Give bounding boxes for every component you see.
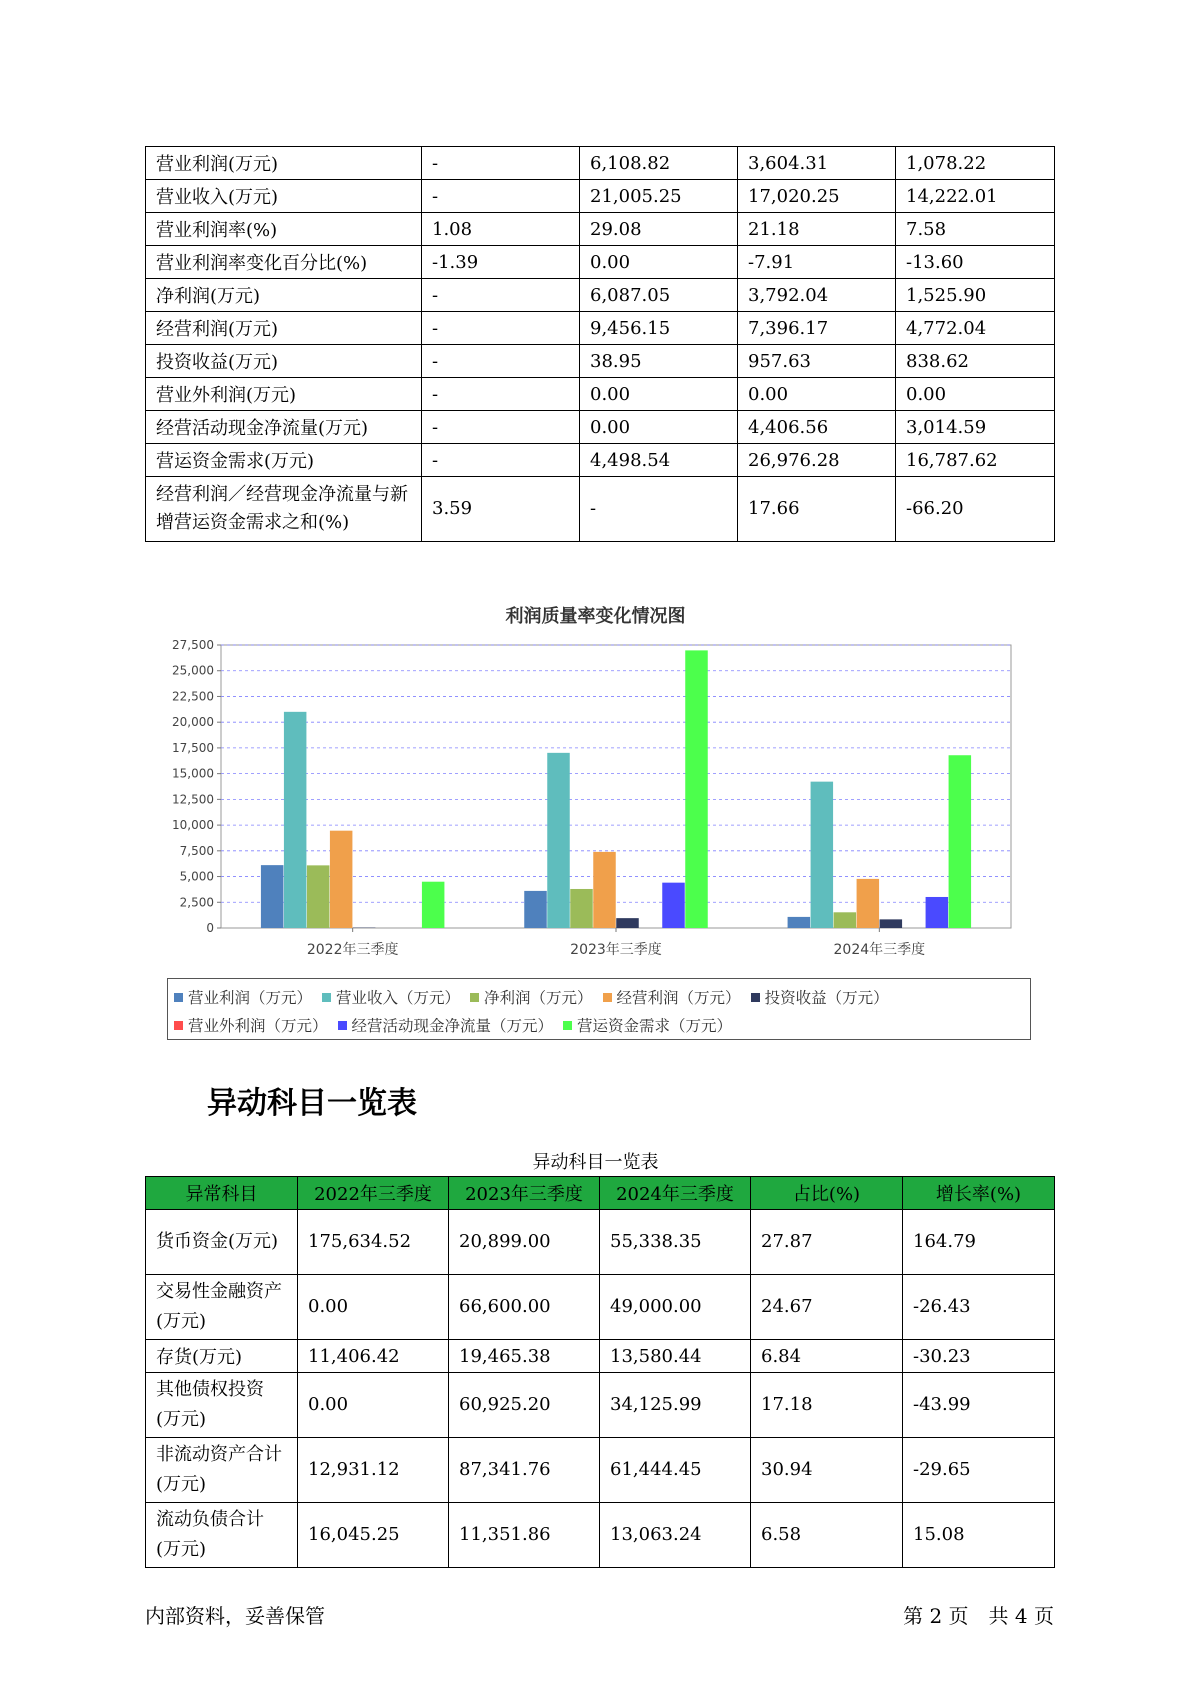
legend-label: 投资收益（万元） xyxy=(764,989,889,1007)
y-tick-label: 7,500 xyxy=(179,843,214,858)
table-cell: 6,108.82 xyxy=(580,147,738,180)
row-label: 交易性金融资产(万元) xyxy=(146,1275,298,1340)
table-cell: 4,498.54 xyxy=(580,444,738,477)
legend-swatch xyxy=(174,1021,183,1030)
column-header: 增长率(%) xyxy=(903,1177,1055,1210)
table-cell: - xyxy=(422,444,580,477)
table-cell: 55,338.35 xyxy=(600,1210,751,1275)
row-label: 投资收益(万元) xyxy=(146,345,422,378)
y-tick-label: 22,500 xyxy=(172,689,214,704)
legend-swatch xyxy=(563,1021,572,1030)
legend-label: 净利润（万元） xyxy=(484,989,593,1007)
table-cell: 24.67 xyxy=(751,1275,903,1340)
y-tick-label: 17,500 xyxy=(172,740,214,755)
table-cell: 21.18 xyxy=(738,213,896,246)
bar-7-3 xyxy=(926,897,949,928)
row-label: 非流动资产合计(万元) xyxy=(146,1438,298,1503)
table-cell: 0.00 xyxy=(580,378,738,411)
legend-label: 营业收入（万元） xyxy=(336,989,461,1007)
bar-2-2 xyxy=(547,753,570,928)
table-cell: -30.23 xyxy=(903,1340,1055,1373)
table-cell: 838.62 xyxy=(896,345,1055,378)
y-tick-label: 0 xyxy=(206,921,214,935)
table-cell: 66,600.00 xyxy=(449,1275,600,1340)
table-cell: 14,222.01 xyxy=(896,180,1055,213)
table-cell: 11,406.42 xyxy=(298,1340,449,1373)
legend-label: 经营利润（万元） xyxy=(616,989,741,1007)
legend-item xyxy=(563,1012,732,1040)
legend-swatch xyxy=(174,993,183,1002)
table-cell: 34,125.99 xyxy=(600,1373,751,1438)
table-cell: - xyxy=(422,312,580,345)
row-label: 经营活动现金净流量(万元) xyxy=(146,411,422,444)
column-header: 异常科目 xyxy=(146,1177,298,1210)
legend-swatch xyxy=(322,993,331,1002)
x-tick-label: 2024年三季度 xyxy=(833,942,926,958)
table-cell: 30.94 xyxy=(751,1438,903,1503)
table-cell: 0.00 xyxy=(580,411,738,444)
table-cell: 26,976.28 xyxy=(738,444,896,477)
table-cell: 3,604.31 xyxy=(738,147,896,180)
table-cell: -1.39 xyxy=(422,246,580,279)
table-cell: 29.08 xyxy=(580,213,738,246)
bar-3-3 xyxy=(834,912,857,928)
table-cell: 6.84 xyxy=(751,1340,903,1373)
table-cell: -13.60 xyxy=(896,246,1055,279)
table-cell: - xyxy=(580,477,738,542)
y-tick-label: 12,500 xyxy=(172,792,214,807)
column-header: 占比(%) xyxy=(751,1177,903,1210)
legend-label: 营业外利润（万元） xyxy=(188,1017,328,1035)
table-cell: 1,078.22 xyxy=(896,147,1055,180)
legend-item xyxy=(322,984,460,1012)
row-label: 营业外利润(万元) xyxy=(146,378,422,411)
table-cell: 1.08 xyxy=(422,213,580,246)
column-header: 2022年三季度 xyxy=(298,1177,449,1210)
table-cell: 12,931.12 xyxy=(298,1438,449,1503)
bar-7-2 xyxy=(662,883,685,928)
table-cell: 0.00 xyxy=(896,378,1055,411)
chart-title: 利润质量率变化情况图 xyxy=(505,606,686,627)
y-tick-label: 25,000 xyxy=(172,663,214,678)
table-cell: 0.00 xyxy=(298,1373,449,1438)
table-row xyxy=(146,1275,1055,1340)
table-cell: 9,456.15 xyxy=(580,312,738,345)
x-tick-label: 2023年三季度 xyxy=(570,942,662,958)
legend-item xyxy=(174,1012,328,1040)
table-cell: 164.79 xyxy=(903,1210,1055,1275)
table-cell: 3,792.04 xyxy=(738,279,896,312)
row-label: 流动负债合计(万元) xyxy=(146,1503,298,1568)
table-cell: 49,000.00 xyxy=(600,1275,751,1340)
table-cell: 0.00 xyxy=(738,378,896,411)
legend-label: 营业利润（万元） xyxy=(188,989,313,1007)
x-tick-label: 2022年三季度 xyxy=(306,942,399,958)
legend-item xyxy=(751,984,889,1012)
table-cell: 16,045.25 xyxy=(298,1503,449,1568)
table-cell: - xyxy=(422,147,580,180)
table-cell: 3.59 xyxy=(422,477,580,542)
table-cell: 7,396.17 xyxy=(738,312,896,345)
row-label: 存货(万元) xyxy=(146,1340,298,1373)
legend-item xyxy=(338,1012,554,1040)
bar-4-2 xyxy=(593,852,616,928)
row-label: 其他债权投资(万元) xyxy=(146,1373,298,1438)
table-row xyxy=(146,1438,1055,1503)
table-cell: -26.43 xyxy=(903,1275,1055,1340)
table-cell: 17,020.25 xyxy=(738,180,896,213)
row-label: 营业利润率变化百分比(%) xyxy=(146,246,422,279)
row-label: 营业利润率(%) xyxy=(146,213,422,246)
table-cell: 13,580.44 xyxy=(600,1340,751,1373)
y-tick-label: 27,500 xyxy=(172,638,214,652)
abnormal-items-table xyxy=(145,1176,1055,1568)
table-cell: 175,634.52 xyxy=(298,1210,449,1275)
table-cell: 13,063.24 xyxy=(600,1503,751,1568)
y-tick-label: 20,000 xyxy=(172,715,214,730)
chart-legend xyxy=(167,978,1031,1040)
bar-8-1 xyxy=(422,882,445,928)
legend-swatch xyxy=(751,993,760,1002)
table-cell: -43.99 xyxy=(903,1373,1055,1438)
y-tick-label: 5,000 xyxy=(179,869,214,884)
table-cell: 3,014.59 xyxy=(896,411,1055,444)
bar-4-1 xyxy=(330,831,353,928)
table-row xyxy=(146,1340,1055,1373)
column-header: 2023年三季度 xyxy=(449,1177,600,1210)
table-cell: 11,351.86 xyxy=(449,1503,600,1568)
bar-5-3 xyxy=(880,919,903,928)
table-cell: - xyxy=(422,411,580,444)
row-label: 营运资金需求(万元) xyxy=(146,444,422,477)
table-cell: 957.63 xyxy=(738,345,896,378)
table-row xyxy=(146,1503,1055,1568)
table-cell: 20,899.00 xyxy=(449,1210,600,1275)
legend-label: 经营活动现金净流量（万元） xyxy=(351,1017,554,1035)
bar-3-1 xyxy=(307,865,330,928)
table-cell: - xyxy=(422,345,580,378)
table-cell: - xyxy=(422,378,580,411)
table-cell: 19,465.38 xyxy=(449,1340,600,1373)
row-label: 货币资金(万元) xyxy=(146,1210,298,1275)
bar-4-3 xyxy=(857,879,880,928)
y-tick-label: 10,000 xyxy=(172,818,214,833)
table-cell: 87,341.76 xyxy=(449,1438,600,1503)
table-cell: 6,087.05 xyxy=(580,279,738,312)
table-cell: -66.20 xyxy=(896,477,1055,542)
y-tick-label: 15,000 xyxy=(172,766,214,781)
column-header: 2024年三季度 xyxy=(600,1177,751,1210)
table-cell: -29.65 xyxy=(903,1438,1055,1503)
table-cell: 21,005.25 xyxy=(580,180,738,213)
table-cell: - xyxy=(422,180,580,213)
legend-label: 营运资金需求（万元） xyxy=(577,1017,733,1035)
table-cell: 17.18 xyxy=(751,1373,903,1438)
bar-1-3 xyxy=(788,917,811,928)
footer-confidential: 内部资料，妥善保管 xyxy=(145,1604,325,1628)
bar-5-2 xyxy=(616,918,639,928)
legend-swatch xyxy=(470,993,479,1002)
table-cell: 4,772.04 xyxy=(896,312,1055,345)
table-row xyxy=(146,1210,1055,1275)
table-cell: 17.66 xyxy=(738,477,896,542)
table-cell: 7.58 xyxy=(896,213,1055,246)
section-heading: 异动科目一览表 xyxy=(207,1086,417,1121)
legend-item xyxy=(603,984,741,1012)
table-cell: -7.91 xyxy=(738,246,896,279)
y-tick-label: 2,500 xyxy=(179,895,214,910)
bar-8-2 xyxy=(685,650,708,928)
row-label: 营业利润(万元) xyxy=(146,147,422,180)
table-row xyxy=(146,1373,1055,1438)
bar-1-2 xyxy=(524,891,547,928)
legend-swatch xyxy=(603,993,612,1002)
table-cell: 16,787.62 xyxy=(896,444,1055,477)
table-cell: 1,525.90 xyxy=(896,279,1055,312)
table-cell: 6.58 xyxy=(751,1503,903,1568)
row-label: 经营利润(万元) xyxy=(146,312,422,345)
bar-8-3 xyxy=(949,755,972,928)
row-label: 净利润(万元) xyxy=(146,279,422,312)
table-cell: 0.00 xyxy=(580,246,738,279)
row-label: 营业收入(万元) xyxy=(146,180,422,213)
bar-1-1 xyxy=(261,865,284,928)
legend-swatch xyxy=(338,1021,347,1030)
table-cell: 60,925.20 xyxy=(449,1373,600,1438)
table-cell: 15.08 xyxy=(903,1503,1055,1568)
table-cell: 38.95 xyxy=(580,345,738,378)
table-cell: 27.87 xyxy=(751,1210,903,1275)
table-cell: 61,444.45 xyxy=(600,1438,751,1503)
legend-item xyxy=(174,984,312,1012)
row-label: 经营利润／经营现金净流量与新增营运资金需求之和(%) xyxy=(146,477,422,542)
table-cell: - xyxy=(422,279,580,312)
legend-item xyxy=(470,984,593,1012)
table-cell: 4,406.56 xyxy=(738,411,896,444)
bar-2-1 xyxy=(284,712,307,928)
table-cell: 0.00 xyxy=(298,1275,449,1340)
bar-3-2 xyxy=(570,889,593,928)
bar-2-3 xyxy=(811,782,834,928)
footer-page-number: 第 2 页 共 4 页 xyxy=(903,1604,1054,1628)
table-caption: 异动科目一览表 xyxy=(532,1152,659,1173)
